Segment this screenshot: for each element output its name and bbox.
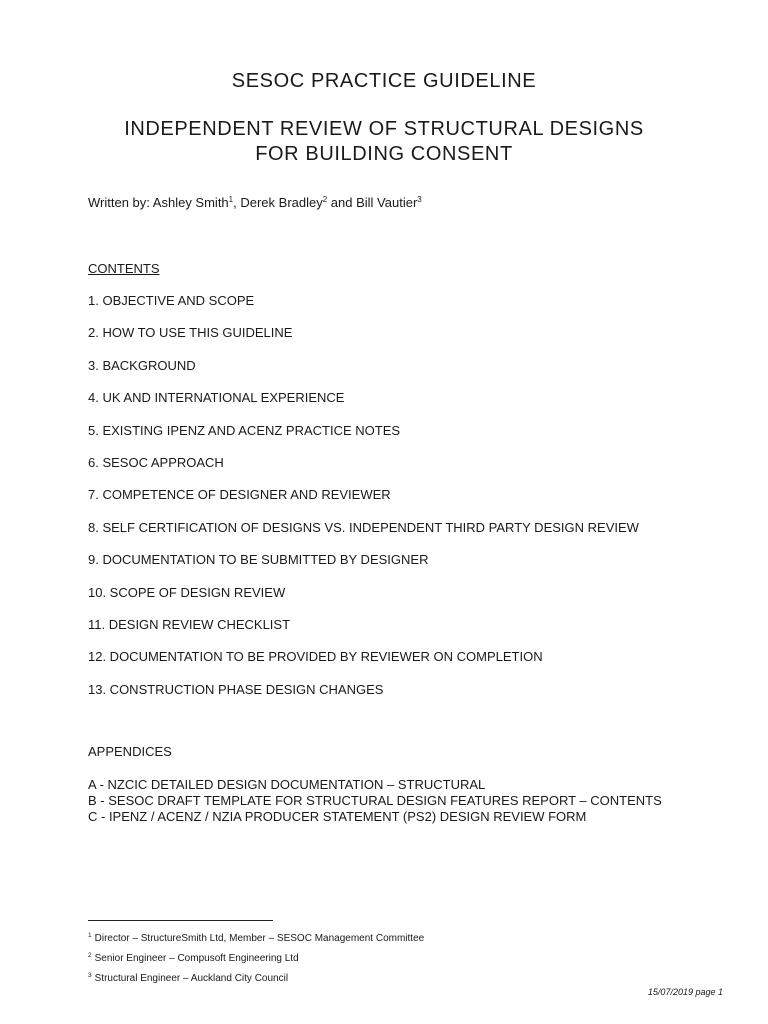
toc-entry[interactable]: 10. SCOPE OF DESIGN REVIEW: [88, 584, 286, 600]
author-name: Derek Bradley: [240, 195, 323, 210]
footnote: [88, 932, 424, 952]
toc-entry[interactable]: 8. SELF CERTIFICATION OF DESIGNS VS. INDEPENDENT THIRD PARTY DESIGN REVIEW: [88, 519, 639, 535]
contents-heading: CONTENTS: [88, 261, 160, 276]
authors-separator: and: [327, 195, 357, 210]
appendix-entry[interactable]: B - SESOC DRAFT TEMPLATE FOR STRUCTURAL DESIGN FEATURES REPORT – CONTENTS: [88, 793, 662, 808]
document-title: SESOC PRACTICE GUIDELINE: [231, 70, 537, 92]
toc-entry[interactable]: 11. DESIGN REVIEW CHECKLIST: [88, 616, 291, 632]
authors-separator: ,: [233, 195, 241, 210]
footnote-number: 3: [88, 972, 92, 979]
toc-entry[interactable]: 3. BACKGROUND: [88, 357, 196, 373]
page-footer: 15/07/2019 page 1: [647, 987, 723, 997]
footnote: [88, 972, 424, 992]
document-subtitle-line-2: FOR BUILDING CONSENT: [255, 143, 513, 165]
toc-entry[interactable]: 6. SESOC APPROACH: [88, 454, 224, 470]
footnote-text: Senior Engineer – Compusoft Engineering Ltd: [94, 953, 299, 964]
toc-entry[interactable]: 12. DOCUMENTATION TO BE PROVIDED BY REVIEWER ON COMPLETION: [88, 649, 543, 665]
toc-entry[interactable]: 13. CONSTRUCTION PHASE DESIGN CHANGES: [88, 681, 384, 697]
toc-entry[interactable]: 5. EXISTING IPENZ AND ACENZ PRACTICE NOTES: [88, 422, 401, 438]
toc-entry[interactable]: 7. COMPETENCE OF DESIGNER AND REVIEWER: [88, 487, 391, 503]
footnote-number: 2: [88, 952, 92, 959]
footnote-number: 1: [88, 932, 92, 939]
document-subtitle-line-1: INDEPENDENT REVIEW OF STRUCTURAL DESIGNS: [124, 118, 644, 140]
authors-line: [88, 195, 422, 210]
appendix-list: [88, 777, 662, 825]
footnote-marker[interactable]: 1: [228, 195, 234, 204]
footnote-text: Director – StructureSmith Ltd, Member – SESOC Management Committee: [94, 933, 425, 944]
table-of-contents: [88, 293, 639, 714]
authors-prefix: Written by:: [88, 195, 153, 210]
footnote-marker[interactable]: 2: [322, 195, 328, 204]
footnote-text: Structural Engineer – Auckland City Council: [94, 973, 289, 984]
footnote-divider: [88, 920, 273, 921]
footnotes: [88, 932, 424, 992]
footnote: [88, 952, 424, 972]
toc-entry[interactable]: 2. HOW TO USE THIS GUIDELINE: [88, 325, 293, 341]
footnote-marker[interactable]: 3: [417, 195, 422, 204]
author-name: Bill Vautier: [356, 195, 418, 210]
toc-entry[interactable]: 9. DOCUMENTATION TO BE SUBMITTED BY DESIGNER: [88, 552, 429, 568]
appendix-entry[interactable]: A - NZCIC DETAILED DESIGN DOCUMENTATION – STRUCTURAL: [88, 777, 486, 792]
toc-entry[interactable]: 4. UK AND INTERNATIONAL EXPERIENCE: [88, 390, 345, 406]
author-name: Ashley Smith: [152, 195, 229, 210]
toc-entry[interactable]: 1. OBJECTIVE AND SCOPE: [88, 293, 255, 308]
appendices-heading: APPENDICES: [88, 744, 172, 759]
appendix-entry[interactable]: C - IPENZ / ACENZ / NZIA PRODUCER STATEMENT (PS2) DESIGN REVIEW FORM: [88, 809, 587, 824]
